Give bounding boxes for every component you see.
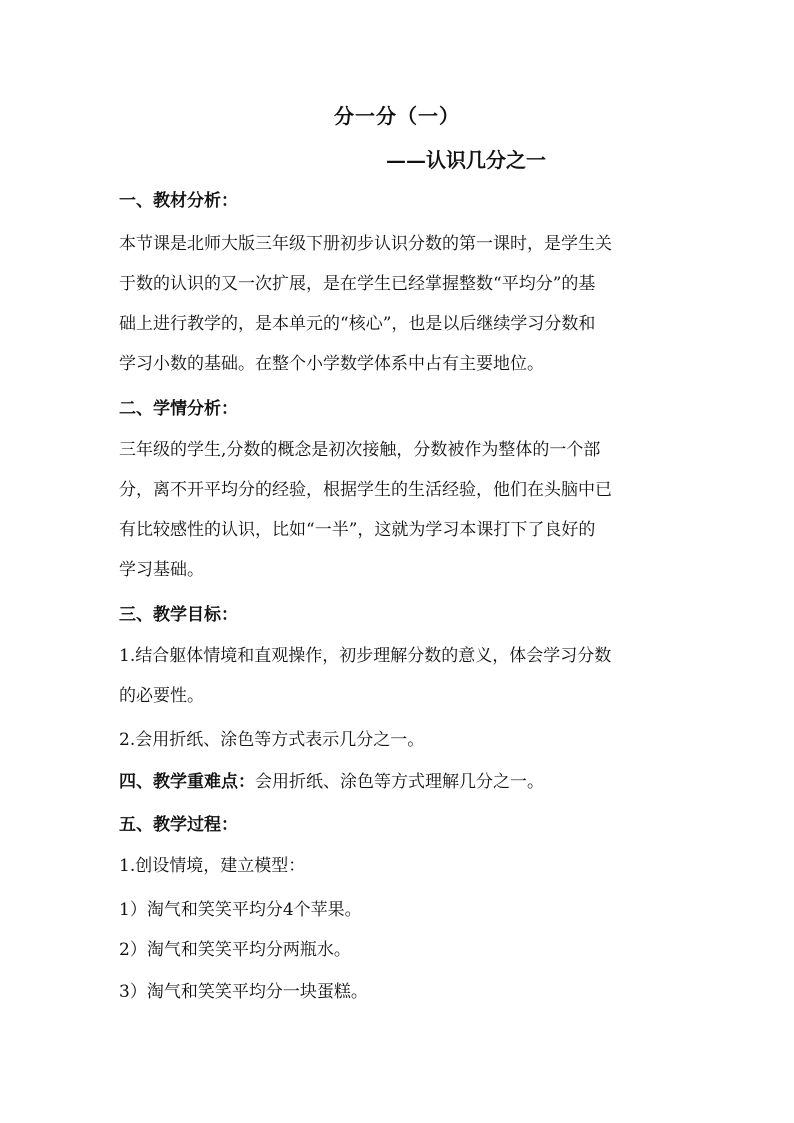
section-heading-key-difficulties: 四、教学重难点： — [119, 772, 255, 792]
paragraph-line: 分，离不开平均分的经验，根据学生的生活经验，他们在头脑中已 — [119, 480, 612, 500]
section-heading-learner-analysis: 二、学情分析： — [119, 399, 238, 419]
document-title: 分一分（一） — [334, 104, 460, 128]
paragraph-line: 1.结合躯体情境和直观操作，初步理解分数的意义，体会学习分数 — [119, 646, 612, 666]
paragraph-line: 本节课是北师大版三年级下册初步认识分数的第一课时，是学生关 — [119, 234, 612, 254]
paragraph-line: 2.会用折纸、涂色等方式表示几分之一。 — [119, 730, 425, 750]
section-heading-teaching-goals: 三、教学目标： — [119, 605, 238, 625]
key-difficulties-text: 会用折纸、涂色等方式理解几分之一。 — [255, 772, 544, 792]
section-key-difficulties — [119, 769, 679, 795]
paragraph-line: 于数的认识的又一次扩展，是在学生已经掌握整数“平均分”的基 — [119, 274, 596, 294]
document-subtitle: ——认识几分之一 — [386, 148, 546, 172]
list-item: 1）淘气和笑笑平均分4个苹果。 — [119, 900, 362, 920]
paragraph-line: 有比较感性的认识，比如“一半”，这就为学习本课打下了良好的 — [119, 520, 596, 540]
paragraph-line: 学习小数的基础。在整个小学数学体系中占有主要地位。 — [119, 354, 544, 374]
paragraph-line: 础上进行教学的，是本单元的“核心”，也是以后继续学习分数和 — [119, 314, 596, 334]
section-heading-teaching-process: 五、教学过程： — [119, 815, 238, 835]
paragraph-line: 1.创设情境，建立模型： — [119, 856, 306, 876]
list-item: 3）淘气和笑笑平均分一块蛋糕。 — [119, 982, 368, 1002]
paragraph-line: 学习基础。 — [119, 560, 204, 580]
section-heading-textbook-analysis: 一、教材分析： — [119, 191, 238, 211]
paragraph-line: 三年级的学生,分数的概念是初次接触，分数被作为整体的一个部 — [119, 440, 601, 460]
paragraph-line: 的必要性。 — [119, 686, 204, 706]
list-item: 2）淘气和笑笑平均分两瓶水。 — [119, 940, 351, 960]
